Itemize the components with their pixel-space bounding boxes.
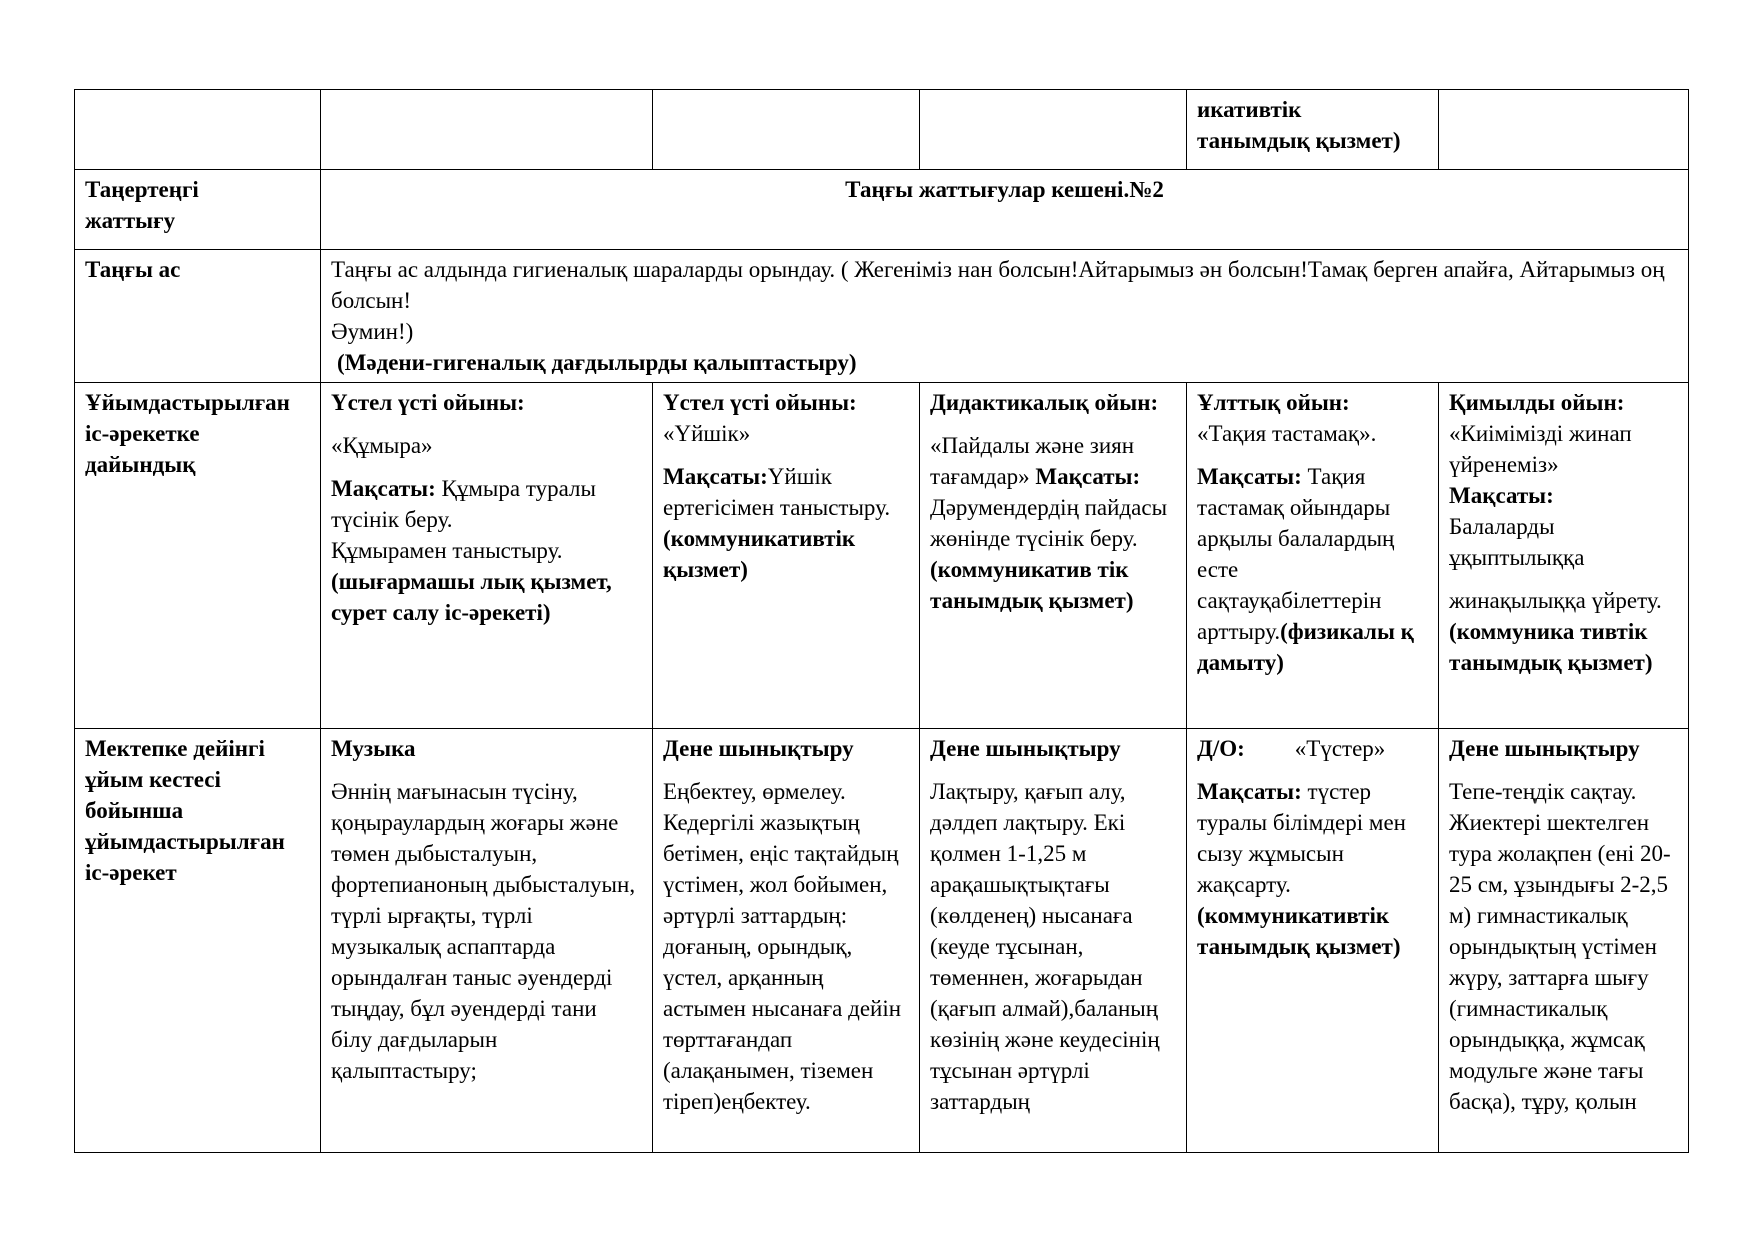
- cell-text: икативтік: [1197, 97, 1302, 122]
- morning-exercise-cell: [321, 170, 1689, 250]
- row-label: [75, 729, 321, 1153]
- row-label: [75, 170, 321, 250]
- row-label-line: Таңғы ас: [85, 257, 181, 282]
- table-row: [75, 90, 1689, 170]
- lesson-title: Дене шынықтыру: [663, 736, 854, 761]
- breakfast-text: Таңғы ас алдында гигиеналық шараларды орындау. ( Жегеніміз нан болсын!Айтарымыз ән болсын!Тамақ берген апайға, Айтарымыз оң болсын!: [331, 257, 1665, 313]
- lesson-title: Д/О:: [1197, 736, 1245, 761]
- game-name: «Киімімізді жинап үйренеміз»: [1449, 421, 1632, 477]
- game-name: «Құмыра»: [331, 433, 433, 458]
- game-name: «Тақия тастамақ».: [1197, 421, 1377, 446]
- lesson-body: Әннің мағынасын түсіну, қоңыраулардың жоғары және төмен дыбысталуын, фортепианоның дыбысталуын, түрлі ырғақты, түрлі музыкалық аспаптарда орындалған таныс әуендерді тыңдау, бұл әуендерді тани білу дағдыларын қалыптастыру;: [331, 779, 636, 1083]
- table-row: [75, 170, 1689, 250]
- activity-cell-thu: [1187, 383, 1439, 729]
- lesson-cell-wed: [920, 729, 1187, 1153]
- activity-type: (коммуникативтік қызмет): [663, 526, 856, 582]
- lesson-cell-tue: [653, 729, 920, 1153]
- activity-title: Қимылды ойын:: [1449, 390, 1625, 415]
- row-label: [75, 383, 321, 729]
- row-label-line: іс-әрекетке: [85, 421, 200, 446]
- goal-label: Мақсаты:: [663, 464, 768, 489]
- activity-title: Ұлттық ойын:: [1197, 390, 1350, 415]
- goal-text: Тақия тастамақ ойындары арқылы балалардың есте сақтауқабілеттерін арттыру.: [1197, 464, 1395, 644]
- lesson-title: Дене шынықтыру: [930, 736, 1121, 761]
- table-row: [75, 729, 1689, 1153]
- lesson-cell-fri: [1439, 729, 1689, 1153]
- breakfast-cell: [321, 250, 1689, 383]
- row-label-line: ұйым кестесі: [85, 767, 221, 792]
- goal-text: Үйшік ертегісімен таныстыру.: [663, 464, 891, 520]
- activity-cell-wed: [920, 383, 1187, 729]
- lesson-cell-thu: [1187, 729, 1439, 1153]
- activity-type: (коммуникативтік танымдық қызмет): [1197, 903, 1401, 959]
- game-name: «Пайдалы және зиян тағамдар»: [930, 433, 1135, 489]
- activity-title: Дидактикалық ойын:: [930, 390, 1159, 415]
- activity-type: (коммуникатив тік танымдық қызмет): [930, 557, 1134, 613]
- lesson-cell-mon: [321, 729, 653, 1153]
- game-name: «Түстер»: [1294, 736, 1386, 761]
- goal-label: Мақсаты:: [1197, 464, 1302, 489]
- goal-text: түстер туралы білімдері мен сызу жұмысын жақсарту.: [1197, 779, 1406, 897]
- goal-text: Құмырамен таныстыру.: [331, 538, 563, 563]
- activity-type: (физикалы қ дамыту): [1197, 619, 1414, 675]
- cell-text: танымдық қызмет): [1197, 128, 1401, 153]
- lesson-body: Еңбектеу, өрмелеу. Кедергілі жазықтың бетімен, еңіс тақтайдың үстімен, жол бойымен, әртүрлі заттардың: доғаның, орындық, үстел, арқанның астымен нысанаға дейін төрттағандап (алақанымен, тіземен тіреп)еңбектеу.: [663, 779, 902, 1114]
- row-label-line: Ұйымдастырылған: [85, 390, 290, 415]
- lesson-body: Лақтыру, қағып алу, дәлдеп лақтыру. Екі қолмен 1-1,25 м арақашықтықтағы (көлденең) нысанаға (кеуде тұсынан, төменнен, жоғарыдан (қағып алмай),баланың көзінің және кеудесінің тұсынан әртүрлі заттардың: [930, 779, 1160, 1114]
- activity-cell-fri: [1439, 383, 1689, 729]
- row-label: [75, 250, 321, 383]
- activity-type: (шығармашы лық қызмет, сурет салу іс-әрекеті): [331, 569, 612, 625]
- morning-exercise-title: Таңғы жаттығулар кешені.№2: [845, 177, 1164, 202]
- activity-cell-mon: [321, 383, 653, 729]
- table-cell: [653, 90, 920, 170]
- row-label-line: ұйымдастырылған: [85, 829, 285, 854]
- lesson-title: Музыка: [331, 736, 416, 761]
- schedule-table: [74, 89, 1689, 1153]
- goal-text: жинақылыққа үйрету.: [1449, 588, 1662, 613]
- row-label-line: Мектепке дейінгі: [85, 736, 265, 761]
- lesson-body: Тепе-теңдік сақтау. Жиектері шектелген тура жолақпен (ені 20-25 см, ұзындығы 2-2,5 м) гимнастикалық орындықтың үстімен жүру, заттарға шығу (гимнастикалық орындыққа, жұмсақ модульге және тағы басқа), тұру, қолын: [1449, 779, 1671, 1114]
- table-cell: [920, 90, 1187, 170]
- table-cell: [1439, 90, 1689, 170]
- table-row: [75, 250, 1689, 383]
- goal-label: Мақсаты:: [1197, 779, 1302, 804]
- goal-label: Мақсаты:: [1449, 483, 1554, 508]
- lesson-title: Дене шынықтыру: [1449, 736, 1640, 761]
- goal-text: Дәрумендердің пайдасы жөнінде түсінік беру.: [930, 495, 1168, 551]
- activity-type: (коммуника тивтік танымдық қызмет): [1449, 619, 1653, 675]
- row-label-line: жаттығу: [85, 208, 176, 233]
- document-page: [74, 89, 1688, 1153]
- activity-cell-tue: [653, 383, 920, 729]
- goal-label: Мақсаты:: [1029, 464, 1141, 489]
- goal-text: Балаларды ұқыптылыққа: [1449, 514, 1585, 570]
- game-name: «Үйшік»: [663, 421, 751, 446]
- activity-title: Үстел үсті ойыны:: [331, 390, 525, 415]
- table-cell: [321, 90, 653, 170]
- table-cell: [75, 90, 321, 170]
- table-cell: [1187, 90, 1439, 170]
- activity-title: Үстел үсті ойыны:: [663, 390, 857, 415]
- breakfast-activity: (Мәдени-гигеналық дағдылырды қалыптастыру): [337, 350, 857, 375]
- goal-label: Мақсаты:: [331, 476, 436, 501]
- row-label-line: іс-әрекет: [85, 860, 177, 885]
- row-label-line: дайындық: [85, 452, 196, 477]
- row-label-line: Таңертеңгі: [85, 177, 199, 202]
- goal-text: Құмыра туралы түсінік беру.: [331, 476, 596, 532]
- breakfast-text: Әумин!): [331, 319, 414, 344]
- row-label-line: бойынша: [85, 798, 184, 823]
- table-row: [75, 383, 1689, 729]
